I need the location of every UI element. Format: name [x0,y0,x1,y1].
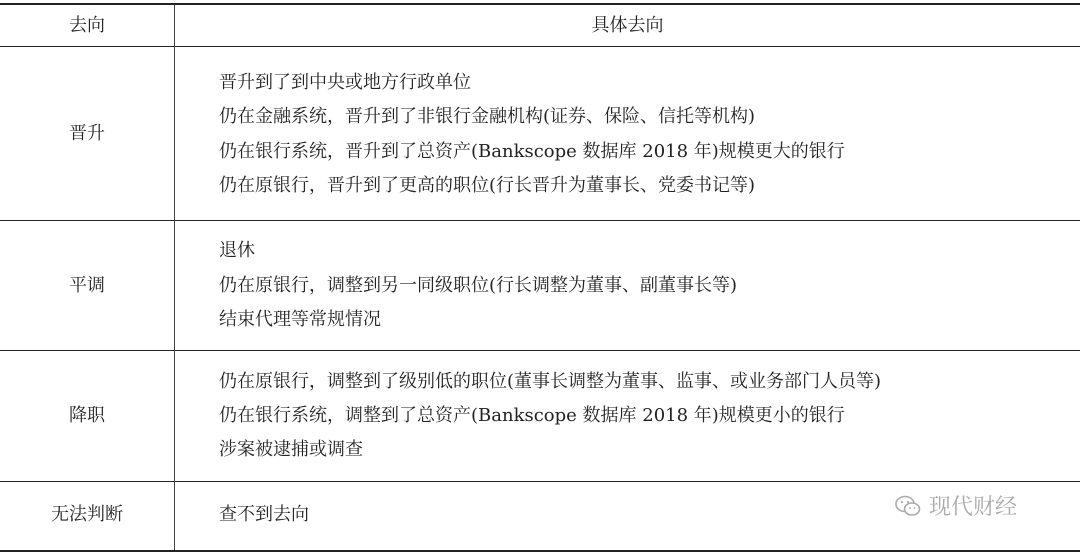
row-category-undetermined: 无法判断 [51,504,123,525]
watermark-text: 现代财经 [929,495,1018,520]
row-item: 仍在原银行，晋升到了更高的职位(行长晋升为董事长、党委书记等) [219,175,756,196]
row-item: 晋升到了到中央或地方行政单位 [219,72,471,93]
top-rule [0,3,1080,5]
row-category-demotion: 降职 [69,405,105,426]
row-item: 查不到去向 [219,504,309,525]
column-divider [174,5,175,550]
row-item: 仍在银行系统，晋升到了总资产(Bankscope 数据库 2018 年)规模更大的银行 [219,141,845,162]
row-divider [0,350,1080,351]
bottom-rule [0,550,1080,552]
row-item: 仍在原银行，调整到了级别低的职位(董事长调整为董事、监事、或业务部门人员等) [219,371,882,392]
row-category-promotion: 晋升 [69,123,105,144]
row-item: 退休 [219,240,255,261]
watermark [895,490,1017,521]
header-specific-destination: 具体去向 [591,15,664,36]
row-item: 仍在银行系统，调整到了总资产(Bankscope 数据库 2018 年)规模更小的银行 [219,405,845,426]
row-category-lateral: 平调 [69,275,105,296]
wechat-icon [895,495,921,517]
row-divider [0,220,1080,221]
row-divider [0,481,1080,482]
row-item: 仍在原银行，调整到另一同级职位(行长调整为董事、副董事长等) [219,275,738,296]
row-item: 结束代理等常规情况 [219,309,381,330]
header-destination: 去向 [69,15,105,36]
row-item: 涉案被逮捕或调查 [219,439,363,460]
row-item: 仍在金融系统，晋升到了非银行金融机构(证券、保险、信托等机构) [219,106,756,127]
header-rule [0,46,1080,47]
